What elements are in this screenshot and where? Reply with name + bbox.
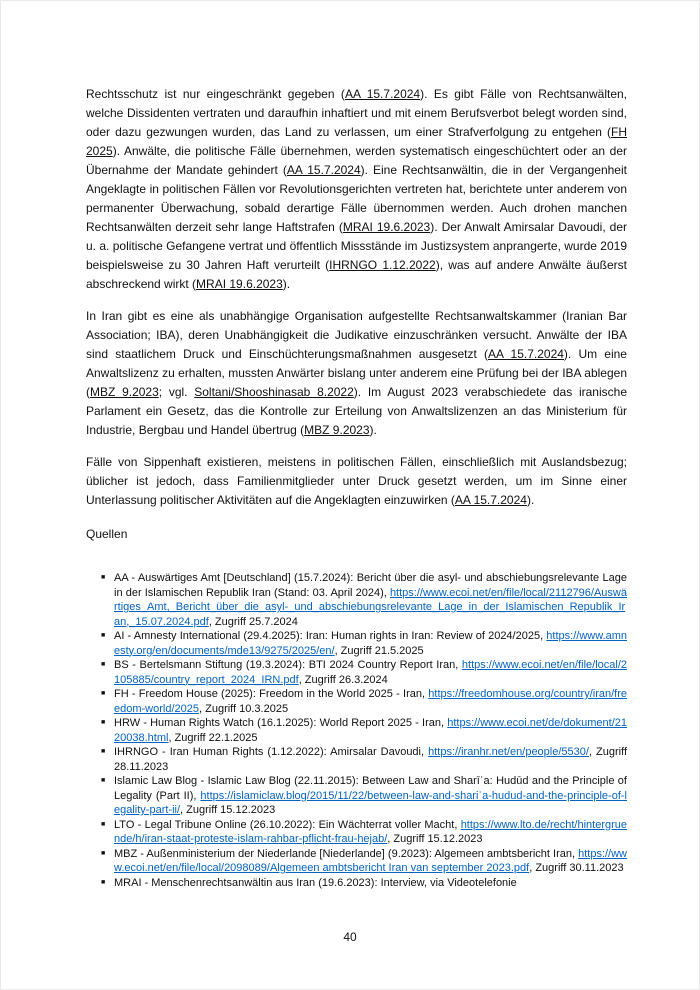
source-url-link[interactable]: https://www.amnesty.org/en/documents/mde13/9275/2025/en/ — [114, 630, 627, 657]
paragraph: Rechtsschutz ist nur eingeschränkt gegeben (AA 15.7.2024). Es gibt Fälle von Rechtsanwälten, welche Dissidenten vertraten und daraufhin inhaftiert und mit einem Berufsverbot belegt worden sind, oder dazu gezwungen wurden, das Land zu verlassen, um einer Strafverfolgung zu entgehen (FH 2025). Anwälte, die politische Fälle übernehmen, werden systematisch eingeschüchtert oder an der Übernahme der Mandate gehindert (AA 15.7.2024). Eine Rechtsanwältin, die in der Vergangenheit Angeklagte in politischen Fällen vor Revolutionsgerichten vertreten hat, berichtete unter anderem von permanenter Überwachung, sobald derartige Fälle übernommen werden. Auch drohen manchen Rechtsanwälten derzeit sehr lange Haftstrafen (MRAI 19.6.2023). Der Anwalt Amirsalar Davoudi, der u. a. politische Gefangene vertrat und öffentlich Missstände im Justizsystem anprangerte, wurde 2019 beispielsweise zu 30 Jahren Haft verurteilt (IHRNGO 1.12.2022), was auf andere Anwälte äußerst abschreckend wirkt (MRAI 19.6.2023). — [86, 87, 628, 291]
citation-link[interactable]: AA 15.7.2024 — [488, 347, 564, 361]
source-url-link[interactable]: https://www.ecoi.net/en/file/local/2112796/Auswärtiges_Amt,_Bericht_über_die_asyl-_und_abschiebungsrelevante_Lage_in_der_Islamischen_Republik_Iran,_15.07.2024.pdf — [114, 586, 627, 628]
paragraph: Fälle von Sippenhaft existieren, meistens in politischen Fällen, einschließlich mit Auslandsbezug; üblicher ist jedoch, dass Familienmitglieder unter Druck gesetzt werden, um im Sinne einer Unterlassung politischer Aktivitäten auf die Angeklagten einzuwirken (AA 15.7.2024). — [86, 455, 627, 507]
page-number: 40 — [343, 930, 357, 944]
square-bullet-icon: ■ — [101, 661, 106, 668]
source-url-link[interactable]: https://www.ecoi.net/en/file/local/2105885/country_report_2024_IRN.pdf — [114, 659, 627, 686]
square-bullet-icon: ■ — [101, 574, 106, 581]
source-url-link[interactable]: https://www.lto.de/recht/hintergruende/h/iran-staat-proteste-islam-rahbar-pflicht-frau-hejab/ — [114, 818, 627, 845]
citation-link[interactable]: MBZ 9.2023 — [304, 423, 370, 437]
source-text: AA - Auswärtiges Amt [Deutschland] (15.7.2024): Bericht über die asyl- und abschiebungsrelevante Lage in der Islamischen Republik Iran (Stand: 03. April 2024), https://www.ecoi.net/en/file/local/2112796/Auswärtiges_Amt,_Bericht_über_die_asyl-_und_abschiebungsrelevante_Lage_in_der_Islamischen_Republik_Iran,_15.07.2024.pdf, Zugriff 25.7.2024 — [114, 572, 627, 628]
source-item — [101, 774, 627, 818]
source-url-link[interactable]: https://iranhr.net/en/people/5530/ — [428, 746, 589, 758]
source-url-link[interactable]: https://freedomhouse.org/country/iran/freedom-world/2025 — [114, 688, 627, 715]
source-item — [101, 716, 627, 745]
source-text: MRAI - Menschenrechtsanwältin aus Iran (19.6.2023): Interview, via Videotelefonie — [114, 876, 517, 889]
source-text: BS - Bertelsmann Stiftung (19.3.2024): BTI 2024 Country Report Iran, https://www.ecoi.net/en/file/local/2105885/country_report_2024_IRN.pdf, Zugriff 26.3.2024 — [114, 659, 627, 686]
citation-link[interactable]: MBZ 9.2023 — [90, 385, 159, 399]
source-text: IHRNGO - Iran Human Rights (1.12.2022): Amirsalar Davoudi, https://iranhr.net/en/people/5530/, Zugriff 28.11.2023 — [114, 746, 628, 773]
citation-link[interactable]: AA 15.7.2024 — [344, 87, 421, 101]
square-bullet-icon: ■ — [101, 878, 106, 886]
body-paragraphs — [86, 85, 627, 510]
sources-heading: Quellen — [86, 527, 128, 541]
source-item — [101, 658, 627, 687]
source-text: HRW - Human Rights Watch (16.1.2025): World Report 2025 - Iran, https://www.ecoi.net/de/dokument/2120038.html, Zugriff 22.1.2025 — [114, 717, 627, 744]
source-item — [101, 629, 627, 658]
source-item — [101, 571, 627, 629]
source-item — [101, 818, 627, 847]
citation-link[interactable]: IHRNGO 1.12.2022 — [329, 258, 436, 272]
square-bullet-icon: ■ — [101, 777, 106, 784]
square-bullet-icon: ■ — [101, 849, 106, 857]
sources-list — [101, 571, 627, 890]
source-item — [101, 687, 627, 716]
source-item — [101, 876, 627, 891]
source-url-link[interactable]: https://www.ecoi.net/en/file/local/2098089/Algemeen ambtsbericht Iran van september 2023.pdf — [114, 847, 627, 874]
square-bullet-icon: ■ — [101, 748, 106, 755]
source-url-link[interactable]: https://www.ecoi.net/de/dokument/2120038.html — [114, 717, 627, 744]
source-item — [101, 847, 627, 876]
source-text: Islamic Law Blog - Islamic Law Blog (22.11.2015): Between Law and Sharīʿa: Hudūd and the Principle of Legality (Part II), https://islamiclaw.blog/2015/11/22/between-law-and-shariʿa-hudud-and-the-principle-of-legality-part-ii/, Zugriff 15.12.2023 — [114, 775, 627, 816]
citation-link[interactable]: MRAI 19.6.2023 — [342, 220, 431, 234]
citation-link[interactable]: Soltani/Shooshinasab 8.2022 — [194, 385, 354, 399]
paragraph: In Iran gibt es eine als unabhängige Organisation aufgestellte Rechtsanwaltskammer (Iranian Bar Association; IBA), deren Unabhängigkeit die Judikative einzuschränken versucht. Anwälte der IBA sind staatlichem Druck und Einschüchterungsmaßnahmen ausgesetzt (AA 15.7.2024). Um eine Anwaltslizenz zu erhalten, mussten Anwärter bislang unter anderem eine Prüfung bei der IBA ablegen (MBZ 9.2023; vgl. Soltani/Shooshinasab 8.2022). Im August 2023 verabschiedete das iranische Parlament ein Gesetz, das die Kontrolle zur Erteilung von Anwaltslizenzen an das Ministerium für Industrie, Bergbau und Handel übertrug (MBZ 9.2023). — [86, 309, 627, 437]
square-bullet-icon: ■ — [101, 690, 106, 697]
citation-link[interactable]: MRAI 19.6.2023 — [196, 277, 283, 291]
citation-link[interactable]: AA 15.7.2024 — [286, 163, 361, 177]
citation-link[interactable]: AA 15.7.2024 — [454, 493, 527, 507]
source-text: AI - Amnesty International (29.4.2025): Iran: Human rights in Iran: Review of 2024/2025, https://www.amnesty.org/en/documents/mde13/9275/2025/en/, Zugriff 21.5.2025 — [114, 630, 627, 657]
source-text: LTO - Legal Tribune Online (26.10.2022): Ein Wächterrat voller Macht, https://www.lto.de/recht/hintergruende/h/iran-staat-proteste-islam-rahbar-pflicht-frau-hejab/, Zugriff 15.12.2023 — [114, 818, 627, 845]
square-bullet-icon: ■ — [101, 719, 106, 726]
source-text: MBZ - Außenministerium der Niederlande [Niederlande] (9.2023): Algemeen ambtsbericht Iran, https://www.ecoi.net/en/file/local/2098089/Algemeen ambtsbericht Iran van september 2023.pdf, Zugriff 30.11.2023 — [114, 847, 627, 874]
citation-link[interactable]: FH 2025 — [86, 125, 627, 158]
source-url-link[interactable]: https://islamiclaw.blog/2015/11/22/between-law-and-shariʿa-hudud-and-the-principle-of-legality-part-ii/ — [114, 789, 627, 816]
square-bullet-icon: ■ — [101, 820, 106, 828]
source-text: FH - Freedom House (2025): Freedom in the World 2025 - Iran, https://freedomhouse.org/country/iran/freedom-world/2025, Zugriff 10.3.2025 — [114, 688, 627, 715]
source-item — [101, 745, 627, 774]
square-bullet-icon: ■ — [101, 632, 106, 639]
